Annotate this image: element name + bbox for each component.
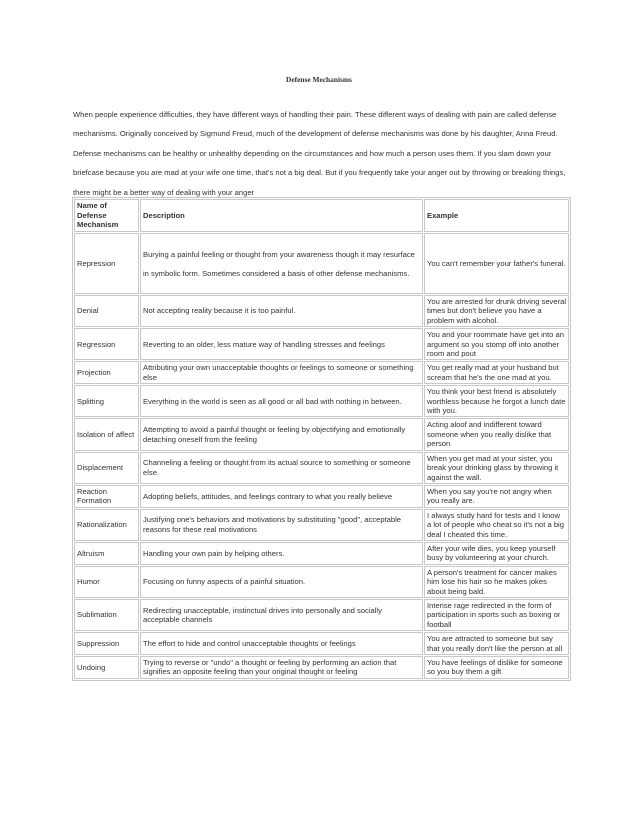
mechanism-example: You are arrested for drunk driving several times but don't believe you have a problem with alcohol. <box>424 295 569 327</box>
mechanism-example: A person's treatment for cancer makes him lose his hair so he makes jokes about being bald. <box>424 566 569 598</box>
mechanism-name: Splitting <box>74 385 139 417</box>
mechanism-description: Handling your own pain by helping others. <box>140 542 423 565</box>
table-row <box>74 233 569 294</box>
table-header-row <box>74 199 569 232</box>
mechanism-example: I always study hard for tests and I know a lot of people who cheat so it's not a big deal I cheated this time. <box>424 509 569 541</box>
mechanism-example: Intense rage redirected in the form of participation in sports such as boxing or football <box>424 599 569 631</box>
table-row <box>74 509 569 541</box>
mechanism-name: Repression <box>74 233 139 294</box>
mechanism-description: Not accepting reality because it is too painful. <box>140 295 423 327</box>
intro-paragraph <box>73 105 573 202</box>
mechanism-name: Suppression <box>74 632 139 655</box>
intro-text: When people experience difficulties, they have different ways of handling their pain. These different ways of dealing with pain are called defense mechanisms. Originally conceived by Sigmund Freud, much of the development of defense mechanisms was done by his daughter, Anna Freud. Defense mechanisms can be healthy or unhealthy depending on the circumstances and how much a person uses them. If you slam down your briefcase because you are mad at your wife one time, that's not a big deal. But if you frequently take your anger out by throwing or breaking things, there might be a better way of dealing with your anger <box>73 110 566 197</box>
mechanism-description: Attributing your own unacceptable thoughts or feelings to someone or something else <box>140 361 423 384</box>
defense-mechanisms-table <box>72 197 571 681</box>
mechanism-name: Regression <box>74 328 139 360</box>
table-row <box>74 361 569 384</box>
mechanism-name: Projection <box>74 361 139 384</box>
document-title: Defense Mechanisms <box>286 75 352 84</box>
mechanism-description: Everything in the world is seen as all good or all bad with nothing in between. <box>140 385 423 417</box>
mechanism-description: The effort to hide and control unacceptable thoughts or feelings <box>140 632 423 655</box>
table-row <box>74 295 569 327</box>
mechanism-name: Displacement <box>74 452 139 484</box>
mechanism-name: Undoing <box>74 656 139 679</box>
mechanism-description: Reverting to an older, less mature way of handling stresses and feelings <box>140 328 423 360</box>
table-row <box>74 656 569 679</box>
mechanism-description: Attempting to avoid a painful thought or feeling by objectifying and emotionally detaching oneself from the feeling <box>140 418 423 450</box>
mechanism-description: Burying a painful feeling or thought from your awareness though it may resurface in symbolic form. Sometimes considered a basis of other defense mechanisms. <box>140 233 423 294</box>
table-row <box>74 599 569 631</box>
mechanism-example: You can't remember your father's funeral. <box>424 233 569 294</box>
mechanism-example: After your wife dies, you keep yourself busy by volunteering at your church. <box>424 542 569 565</box>
header-description: Description <box>140 199 423 232</box>
mechanism-name: Sublimation <box>74 599 139 631</box>
table-row <box>74 542 569 565</box>
mechanism-example: When you say you're not angry when you really are. <box>424 485 569 508</box>
mechanism-example: You get really mad at your husband but scream that he's the one mad at you. <box>424 361 569 384</box>
mechanism-description: Adopting beliefs, attitudes, and feelings contrary to what you really believe <box>140 485 423 508</box>
table-row <box>74 566 569 598</box>
mechanism-name: Reaction Formation <box>74 485 139 508</box>
mechanism-description: Focusing on funny aspects of a painful situation. <box>140 566 423 598</box>
mechanism-name: Rationalization <box>74 509 139 541</box>
table-row <box>74 485 569 508</box>
mechanism-example: You are attracted to someone but say that you really don't like the person at all <box>424 632 569 655</box>
mechanism-name: Humor <box>74 566 139 598</box>
table-row <box>74 632 569 655</box>
mechanism-example: You have feelings of dislike for someone so you buy them a gift <box>424 656 569 679</box>
mechanism-example: When you get mad at your sister, you break your drinking glass by throwing it against the wall. <box>424 452 569 484</box>
mechanism-example: Acting aloof and indifferent toward someone when you really dislike that person <box>424 418 569 450</box>
header-name: Name of Defense Mechanism <box>74 199 139 232</box>
table-row <box>74 452 569 484</box>
mechanism-name: Isolation of affect <box>74 418 139 450</box>
header-example: Example <box>424 199 569 232</box>
table-row <box>74 385 569 417</box>
table-row <box>74 418 569 450</box>
mechanism-description: Channeling a feeling or thought from its actual source to something or someone else. <box>140 452 423 484</box>
mechanism-description: Trying to reverse or "undo" a thought or feeling by performing an action that signifies an opposite feeling than your original thought or feeling <box>140 656 423 679</box>
mechanism-name: Altruism <box>74 542 139 565</box>
mechanism-example: You and your roommate have get into an argument so you stomp off into another room and pout <box>424 328 569 360</box>
mechanism-description: Redirecting unacceptable, instinctual drives into personally and socially acceptable channels <box>140 599 423 631</box>
mechanism-example: You think your best friend is absolutely worthless because he forgot a lunch date with you. <box>424 385 569 417</box>
mechanism-description: Justifying one's behaviors and motivations by substituting "good", acceptable reasons for these real motivations <box>140 509 423 541</box>
table-row <box>74 328 569 360</box>
mechanism-name: Denial <box>74 295 139 327</box>
